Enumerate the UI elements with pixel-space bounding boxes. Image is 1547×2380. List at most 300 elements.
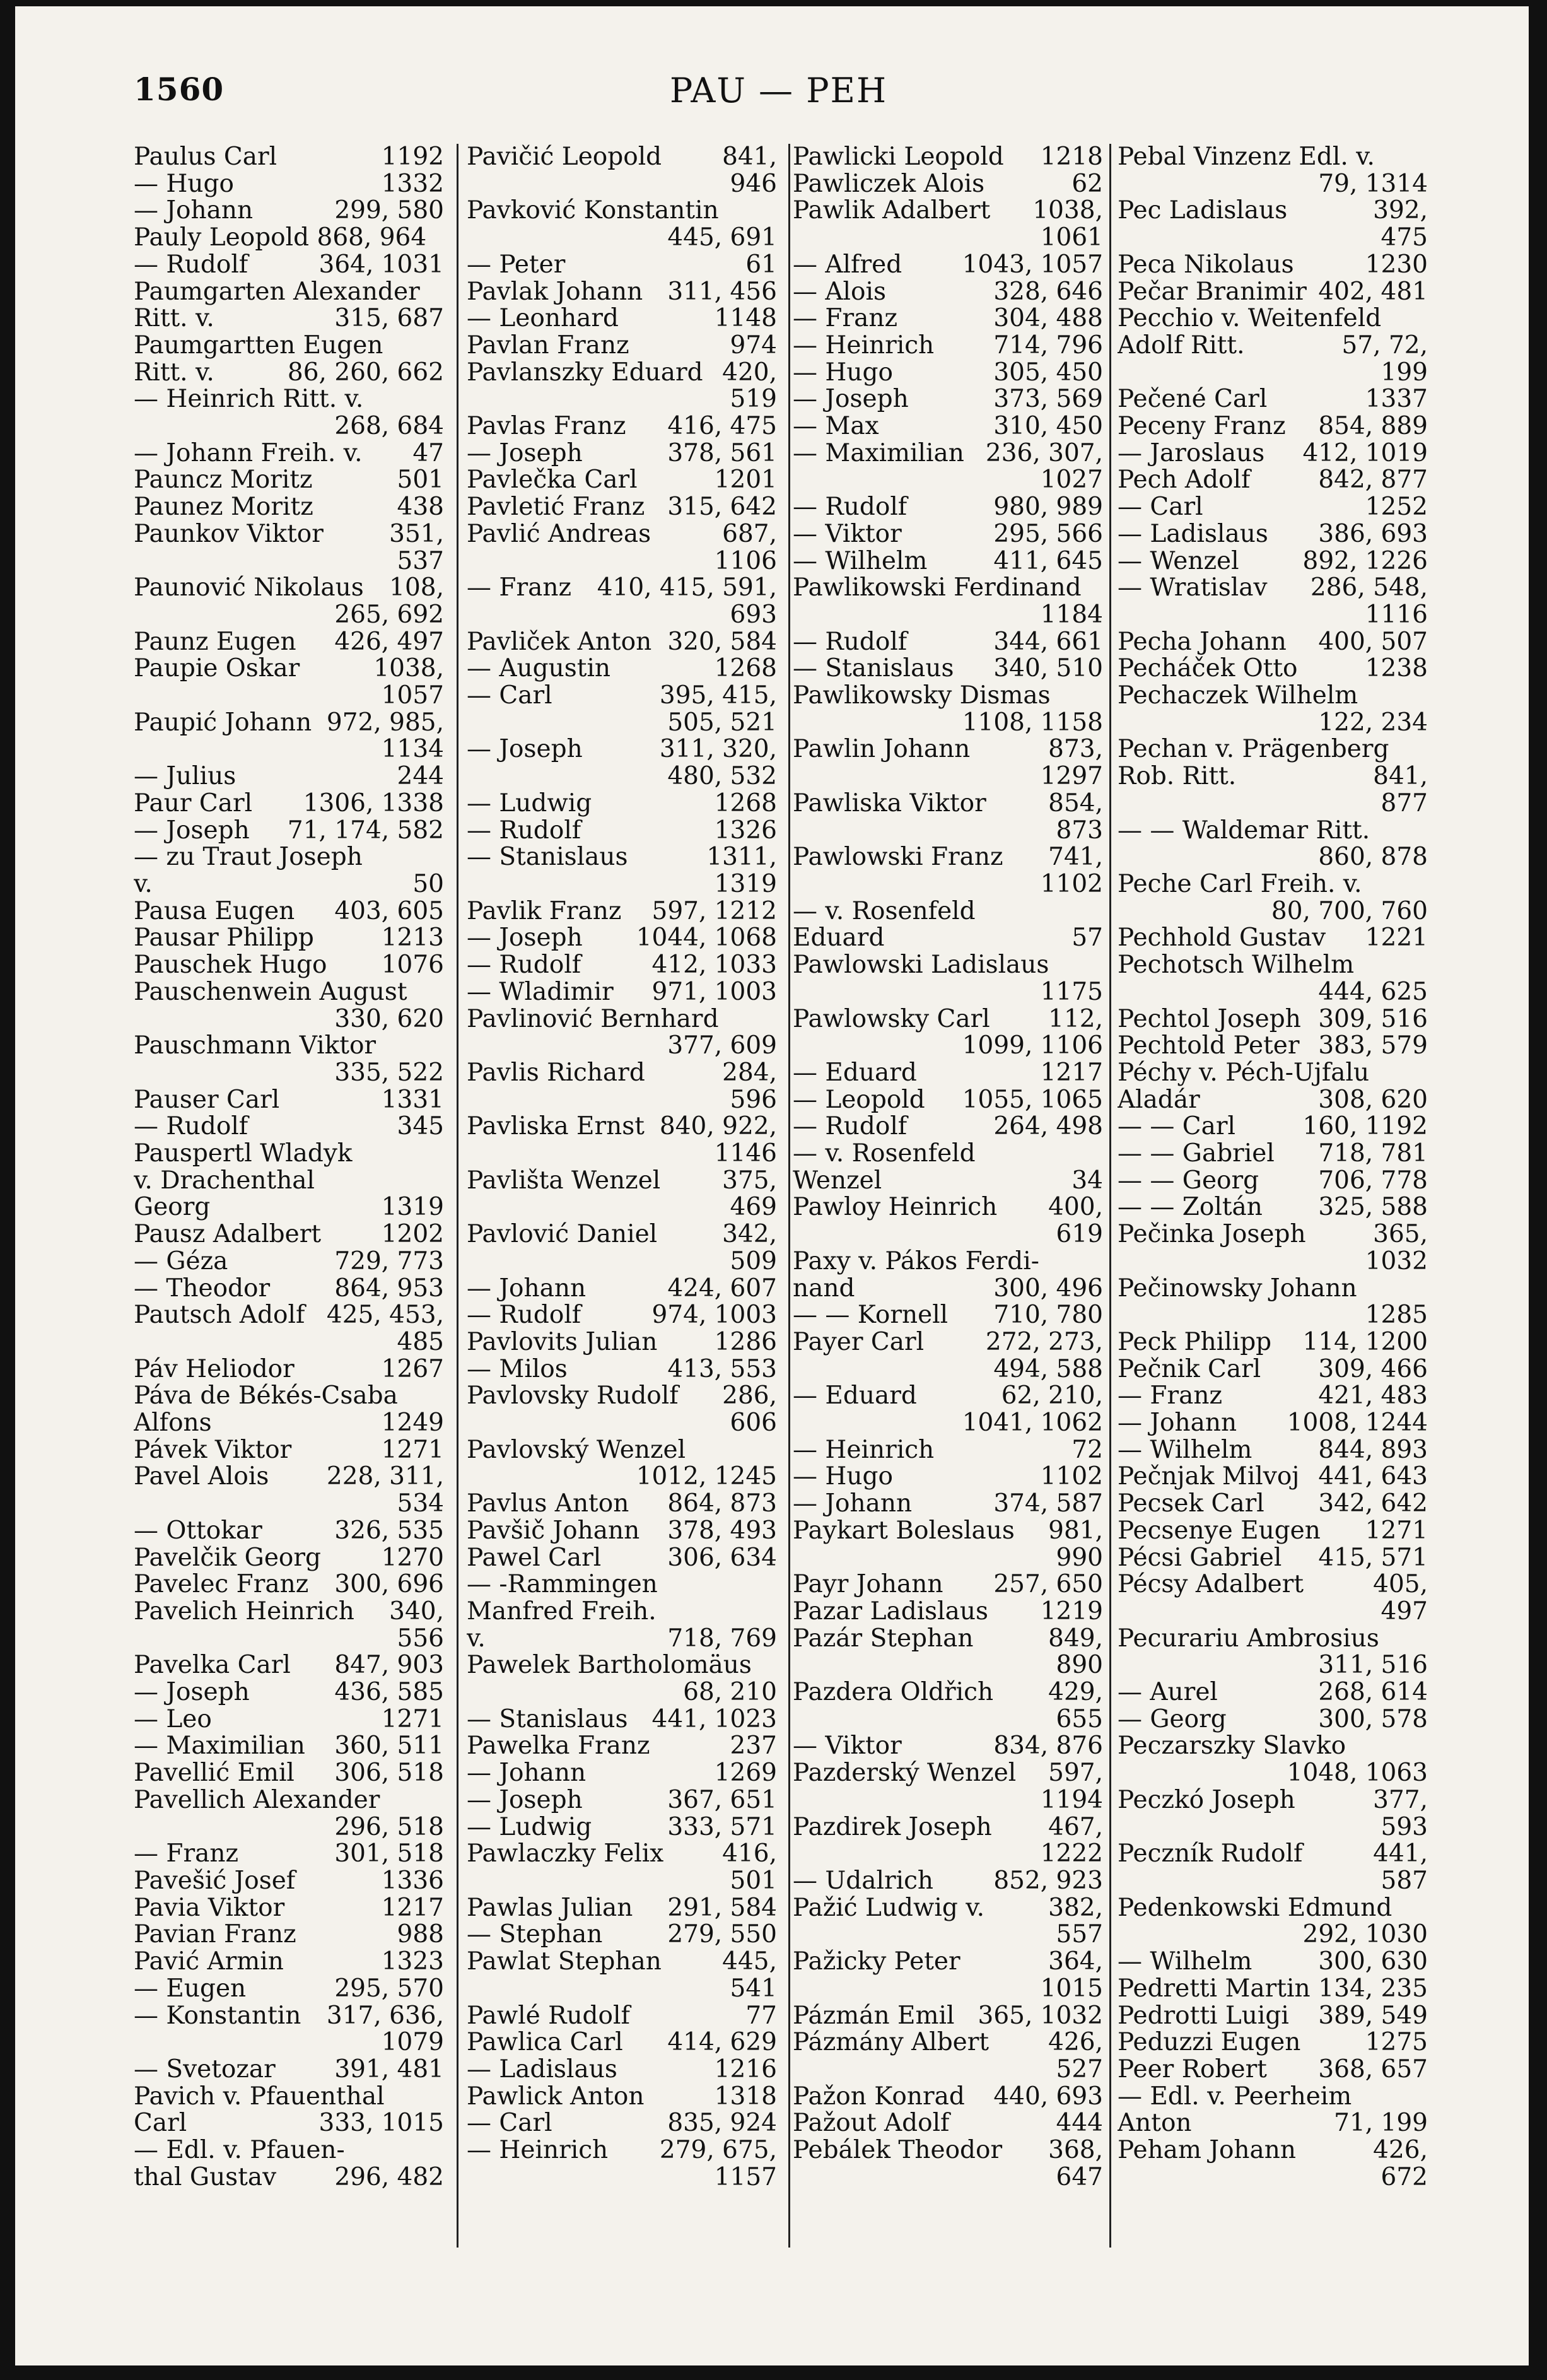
entry-pages: 340, 510 [993, 655, 1103, 683]
entry-pages: 373, 569 [993, 386, 1103, 414]
entry-pages: 309, 466 [1318, 1356, 1428, 1383]
entry-pages: 1217 [381, 1894, 444, 1922]
entry-name: Pechtold Peter [1118, 1033, 1300, 1060]
entry-name: — v. Rosenfeld [793, 898, 976, 925]
index-entry [134, 1168, 444, 1195]
index-entry [467, 952, 777, 979]
entry-pages: 842, 877 [1318, 467, 1428, 495]
entry-name: Manfred Freih. [467, 1598, 657, 1626]
index-entry [134, 1221, 444, 1248]
entry-name: Paunović Nikolaus [134, 575, 364, 602]
index-entry-continuation [467, 1679, 777, 1706]
entry-pages: 268, 684 [334, 413, 444, 440]
index-entry [793, 1598, 1103, 1626]
entry-pages: 1319 [714, 871, 777, 898]
entry-pages [439, 332, 444, 360]
index-entry-continuation [467, 871, 777, 898]
entry-name: Pavlović Daniel [467, 1221, 658, 1248]
entry-pages: 228, 311, [326, 1463, 444, 1491]
entry-pages: 378, 493 [667, 1517, 777, 1545]
index-entry-continuation [793, 1921, 1103, 1949]
entry-pages: 296, 482 [334, 2164, 444, 2191]
index-entry [793, 1087, 1103, 1114]
entry-name: — Viktor [793, 1733, 902, 1761]
index-column-1 [134, 144, 444, 2248]
entry-pages: 400, [1048, 1194, 1103, 1222]
entry-name: — Johann [134, 197, 254, 225]
entry-pages: 71, 174, 582 [287, 817, 444, 845]
entry-pages [1423, 305, 1428, 332]
entry-pages: 268, 614 [1318, 1679, 1428, 1706]
entry-name: Pavšič Johann [467, 1517, 640, 1545]
entry-name: — Leo [134, 1706, 212, 1733]
entry-pages: 301, 518 [334, 1841, 444, 1868]
index-entry [467, 1545, 777, 1572]
index-entry [1118, 818, 1428, 845]
index-entry-continuation [467, 1463, 777, 1491]
entry-pages: 317, 636, [326, 2002, 444, 2030]
entry-pages: 300, 578 [1318, 1706, 1428, 1733]
index-entry-continuation [793, 871, 1103, 898]
index-entry [467, 144, 777, 171]
index-entry [793, 197, 1103, 225]
index-entry [793, 1168, 1103, 1195]
index-entry [467, 2056, 777, 2084]
entry-pages: 1008, 1244 [1287, 1410, 1428, 1437]
index-entry [467, 1598, 777, 1626]
entry-pages: 1238 [1365, 655, 1428, 683]
index-entry [793, 413, 1103, 440]
entry-pages: 330, 620 [334, 1005, 444, 1033]
entry-name: — Joseph [467, 736, 583, 764]
entry-pages: 844, 893 [1318, 1436, 1428, 1464]
index-entry [793, 279, 1103, 306]
entry-pages: 974 [730, 332, 777, 360]
entry-name: Pecsenye Eugen [1118, 1517, 1321, 1545]
index-entry-continuation [467, 1248, 777, 1275]
entry-pages: 1268 [714, 655, 777, 683]
entry-name: Pawlat Stephan [467, 1949, 662, 1976]
index-entry [134, 1706, 444, 1733]
index-entry [467, 197, 777, 225]
entry-name: Aladár [1118, 1086, 1200, 1114]
entry-name: Pawliska Viktor [793, 790, 986, 818]
entry-pages: 415, 571 [1318, 1544, 1428, 1572]
entry-pages: 291, 584 [667, 1894, 777, 1922]
entry-name: Páv Heliodor [134, 1356, 295, 1383]
index-entry [1118, 575, 1428, 602]
index-entry [134, 790, 444, 818]
entry-pages: 441, [1373, 1841, 1428, 1868]
entry-name: Paykart Boleslaus [793, 1517, 1015, 1545]
index-entry [467, 1706, 777, 1733]
index-entry [1118, 1787, 1428, 1814]
index-entry [793, 2029, 1103, 2056]
index-entry-continuation [467, 386, 777, 413]
entry-name: Pautsch Adolf [134, 1302, 305, 1329]
entry-pages: 980, 989 [993, 494, 1103, 521]
entry-name: Pauschek Hugo [134, 952, 327, 979]
index-entry [793, 1463, 1103, 1491]
entry-pages: 501 [397, 467, 444, 495]
entry-pages: 236, 307, [985, 440, 1103, 467]
index-entry [793, 144, 1103, 171]
index-entry [134, 440, 444, 467]
entry-pages: 864, 953 [334, 1275, 444, 1303]
index-entry [1118, 1113, 1428, 1140]
entry-pages: 1012, 1245 [636, 1463, 777, 1491]
index-column-3 [793, 144, 1103, 2248]
index-entry-continuation [1118, 1302, 1428, 1329]
entry-pages: 1218 [1040, 144, 1103, 171]
index-column-4 [1118, 144, 1428, 2248]
index-entry [793, 952, 1103, 979]
index-entry [134, 1033, 444, 1060]
entry-pages [439, 1033, 444, 1060]
entry-pages: 718, 781 [1318, 1140, 1428, 1168]
entry-name: Pauser Carl [134, 1086, 280, 1114]
entry-pages [439, 2137, 444, 2164]
index-entry [134, 818, 444, 845]
entry-pages: 400, 507 [1318, 628, 1428, 656]
entry-pages: 988 [397, 1921, 444, 1949]
index-entry [1118, 2084, 1428, 2111]
index-entry [134, 1383, 444, 1410]
index-entry [1118, 332, 1428, 360]
entry-pages: 1336 [381, 1868, 444, 1895]
entry-pages [772, 1571, 777, 1598]
entry-pages [1423, 952, 1428, 979]
entry-name: — Rudolf [793, 494, 908, 521]
entry-name: — Wilhelm [793, 548, 928, 575]
entry-name: Pawlica Carl [467, 2029, 623, 2056]
entry-name: v. Drachenthal [134, 1167, 315, 1195]
index-entry [793, 925, 1103, 952]
index-entry [793, 1518, 1103, 1545]
entry-name: Anton [1118, 2110, 1192, 2138]
index-entry [467, 1571, 777, 1598]
index-entry [134, 1652, 444, 1679]
entry-name: Pechtol Joseph [1118, 1005, 1301, 1033]
entry-pages: 835, 924 [667, 2110, 777, 2138]
entry-pages: 377, [1373, 1786, 1428, 1814]
entry-pages: 1216 [714, 2056, 777, 2084]
entry-pages: 284, [722, 1059, 777, 1087]
entry-pages: 890 [1056, 1652, 1103, 1680]
index-entry [1118, 763, 1428, 790]
index-entry [1118, 1545, 1428, 1572]
index-entry [134, 629, 444, 656]
index-entry [134, 1463, 444, 1491]
index-entry [1118, 494, 1428, 521]
entry-pages: 424, 607 [667, 1275, 777, 1303]
index-entry [467, 1221, 777, 1248]
entry-name: Pavlovsky Rudolf [467, 1383, 679, 1410]
entry-pages: 402, 481 [1318, 278, 1428, 306]
entry-pages: 305, 450 [993, 359, 1103, 387]
entry-pages: 413, 553 [667, 1356, 777, 1383]
entry-name: Pavlus Anton [467, 1491, 629, 1518]
entry-name: — Alfred [793, 251, 902, 279]
entry-pages: 365, [1373, 1221, 1428, 1248]
entry-name: Pebálek Theodor [793, 2137, 1003, 2164]
entry-pages: 687, [722, 520, 777, 548]
entry-name: Pavić Armin [134, 1949, 284, 1976]
index-entry [1118, 1275, 1428, 1303]
entry-name: Georg [134, 1194, 211, 1222]
index-entry-continuation [793, 1841, 1103, 1868]
index-entry [134, 494, 444, 521]
column-divider [788, 144, 790, 2248]
entry-pages: 854, 889 [1318, 413, 1428, 440]
index-entry-continuation [467, 1410, 777, 1437]
index-entry [467, 2029, 777, 2056]
entry-pages: 382, [1048, 1894, 1103, 1922]
index-entry [467, 1921, 777, 1949]
entry-name: Pawelek Bartholomäus [467, 1652, 752, 1680]
entry-pages: 849, [1048, 1625, 1103, 1653]
index-entry [467, 1302, 777, 1329]
index-entry [1118, 1356, 1428, 1383]
entry-name: Pecháček Otto [1118, 655, 1298, 683]
index-entry [1118, 305, 1428, 332]
entry-pages: 1271 [1365, 1517, 1428, 1545]
entry-pages: 122, 234 [1318, 709, 1428, 737]
index-entry [134, 655, 444, 683]
index-entry-continuation [793, 1410, 1103, 1437]
entry-pages: 1213 [381, 925, 444, 953]
entry-name: Pécsi Gabriel [1118, 1544, 1282, 1572]
entry-pages: 1015 [1040, 1975, 1103, 2003]
entry-name: Pavlanszky Eduard [467, 359, 703, 387]
index-entry-continuation [134, 548, 444, 575]
entry-name: — — Kornell [793, 1302, 949, 1329]
index-entry [1118, 629, 1428, 656]
entry-name: Pecha Johann [1118, 628, 1287, 656]
index-entry [793, 1329, 1103, 1356]
entry-name: Pawlowsky Carl [793, 1005, 990, 1033]
entry-name: Péchy v. Péch-Ujfalu [1118, 1059, 1370, 1087]
entry-pages: 77 [745, 2002, 777, 2030]
entry-name: Pavelčik Georg [134, 1544, 321, 1572]
index-entry [467, 655, 777, 683]
entry-pages: 364, [1048, 1949, 1103, 1976]
entry-name: Pavia Viktor [134, 1894, 285, 1922]
index-entry [134, 252, 444, 279]
entry-pages: 320, 584 [667, 628, 777, 656]
entry-pages [439, 2084, 444, 2111]
entry-name: Pažout Adolf [793, 2110, 950, 2138]
entry-pages: 714, 796 [993, 332, 1103, 360]
index-entry [134, 710, 444, 737]
index-entry [1118, 1033, 1428, 1060]
entry-pages: 425, 453, [326, 1302, 444, 1329]
entry-name: Pavletić Franz [467, 494, 645, 521]
entry-pages [1423, 2084, 1428, 2111]
entry-name: Pecurariu Ambrosius [1118, 1625, 1379, 1653]
entry-name: — — Carl [1118, 1113, 1236, 1141]
entry-pages: 71, 199 [1334, 2110, 1428, 2138]
index-entry [793, 683, 1103, 710]
entry-pages: 877 [1381, 790, 1428, 818]
index-entry [467, 844, 777, 871]
index-entry [467, 2003, 777, 2030]
entry-pages: 1311, [706, 844, 777, 871]
entry-name: — v. Rosenfeld [793, 1140, 976, 1168]
entry-name: Pauspertl Wladyk [134, 1140, 353, 1168]
index-entry-continuation [134, 1626, 444, 1653]
entry-name: thal Gustav [134, 2164, 277, 2191]
entry-name: Pavlan Franz [467, 332, 629, 360]
index-entry [467, 1060, 777, 1087]
entry-name: Payr Johann [793, 1571, 943, 1598]
entry-name: — Maximilian [793, 440, 964, 467]
entry-name: — Franz [1118, 1383, 1223, 1410]
index-entry [467, 1760, 777, 1787]
entry-pages: 62, 210, [1001, 1383, 1103, 1410]
index-entry [1118, 2137, 1428, 2164]
entry-name: Peca Nikolaus [1118, 251, 1294, 279]
entry-pages: 1175 [1040, 978, 1103, 1006]
entry-pages: 426, [1373, 2137, 1428, 2164]
index-entry [1118, 252, 1428, 279]
index-entry [1118, 1140, 1428, 1168]
entry-pages: 421, 483 [1318, 1383, 1428, 1410]
entry-name: Pawel Carl [467, 1544, 602, 1572]
entry-name: Peczarszky Slavko [1118, 1733, 1346, 1761]
entry-name: Peczník Rudolf [1118, 1841, 1303, 1868]
entry-name: Pečinowsky Johann [1118, 1275, 1357, 1303]
entry-pages: 706, 778 [1318, 1167, 1428, 1195]
index-entry-continuation [467, 171, 777, 198]
entry-name: — Joseph [793, 386, 909, 414]
index-entry [1118, 1679, 1428, 1706]
entry-name: Pávek Viktor [134, 1436, 292, 1464]
index-entry-continuation [467, 1868, 777, 1895]
entry-name: Pauschenwein August [134, 978, 407, 1006]
index-entry [1118, 386, 1428, 413]
entry-name: — Wratislav [1118, 575, 1268, 602]
index-entry [793, 1383, 1103, 1410]
index-entry [793, 332, 1103, 360]
index-entry [467, 440, 777, 467]
entry-name: — Julius [134, 763, 236, 790]
entry-pages: 593 [1381, 1814, 1428, 1841]
entry-pages [1098, 683, 1103, 710]
index-entry [793, 1194, 1103, 1221]
index-entry-continuation [1118, 1760, 1428, 1787]
entry-name: Pawlé Rudolf [467, 2002, 630, 2030]
entry-name: — Milos [467, 1356, 568, 1383]
entry-pages: 587 [1381, 1868, 1428, 1895]
index-entry-continuation [793, 225, 1103, 252]
entry-pages: 360, 511 [334, 1733, 444, 1761]
entry-pages: 1319 [381, 1194, 444, 1222]
entry-pages: 1057 [381, 683, 444, 710]
entry-pages: 1230 [1365, 251, 1428, 279]
index-entry [1118, 871, 1428, 898]
entry-pages: 377, 609 [667, 1033, 777, 1060]
index-entry [467, 1895, 777, 1922]
entry-pages: 1268 [714, 790, 777, 818]
index-entry-continuation [134, 602, 444, 629]
entry-pages: 403, 605 [334, 898, 444, 925]
index-entry [1118, 548, 1428, 575]
index-entry [134, 2137, 444, 2164]
index-entry [467, 279, 777, 306]
entry-pages: 1217 [1040, 1059, 1103, 1087]
entry-pages: 295, 570 [334, 1975, 444, 2003]
entry-name: Pavlinović Bernhard [467, 1005, 719, 1033]
entry-pages: 1306, 1338 [303, 790, 444, 818]
entry-pages: 1027 [1040, 467, 1103, 495]
entry-name: — Georg [1118, 1706, 1227, 1733]
entry-name: Pavelec Franz [134, 1571, 309, 1598]
index-entry [134, 1571, 444, 1598]
entry-pages: 304, 488 [993, 305, 1103, 332]
entry-pages: 1297 [1040, 763, 1103, 790]
entry-name: — Heinrich [793, 1436, 935, 1464]
entry-pages: 405, [1373, 1571, 1428, 1598]
index-entry [134, 1787, 444, 1814]
entry-pages [772, 1598, 777, 1626]
entry-pages: 1055, 1065 [962, 1086, 1103, 1114]
entry-name: Pawlik Adalbert [793, 197, 991, 225]
entry-pages: 1275 [1365, 2029, 1428, 2056]
index-entry [793, 1895, 1103, 1922]
index-entry [467, 1518, 777, 1545]
index-entry [467, 818, 777, 845]
entry-pages: 365, 1032 [978, 2002, 1103, 2030]
page-number: 1560 [134, 71, 225, 108]
index-entry [793, 1571, 1103, 1598]
index-entry [1118, 1168, 1428, 1195]
entry-pages: 840, 922, [659, 1113, 777, 1141]
index-entry-continuation [1118, 1248, 1428, 1275]
entry-pages: 108, [389, 575, 444, 602]
index-entry [1118, 1087, 1428, 1114]
index-entry-continuation [1118, 602, 1428, 629]
entry-name: — Hugo [793, 359, 893, 387]
index-entry [793, 171, 1103, 198]
entry-name: — Rudolf [467, 817, 581, 845]
entry-name: Pawloy Heinrich [793, 1194, 998, 1222]
index-entry [134, 197, 444, 225]
entry-pages: 426, 497 [334, 628, 444, 656]
entry-pages: 873, [1048, 736, 1103, 764]
entry-pages: 440, 693 [993, 2083, 1103, 2111]
index-entry [134, 575, 444, 602]
entry-pages: 1038, [1032, 197, 1103, 225]
index-entry [134, 1545, 444, 1572]
entry-pages: 655 [1056, 1706, 1103, 1733]
index-entry [467, 521, 777, 548]
entry-pages: 841, [1373, 763, 1428, 790]
index-entry [467, 1814, 777, 1841]
entry-pages: 556 [397, 1625, 444, 1653]
entry-name: — -Rammingen [467, 1571, 658, 1598]
index-entry-continuation [134, 1491, 444, 1518]
entry-name: — Alois [793, 278, 887, 306]
index-entry [134, 2110, 444, 2137]
entry-name: Pavlečka Carl [467, 467, 638, 495]
index-entry [793, 898, 1103, 925]
entry-pages: 438 [397, 494, 444, 521]
directory-page [15, 6, 1529, 2365]
entry-pages: 480, 532 [667, 763, 777, 790]
index-entry [467, 1652, 777, 1679]
entry-name: Pavellich Alexander [134, 1786, 380, 1814]
